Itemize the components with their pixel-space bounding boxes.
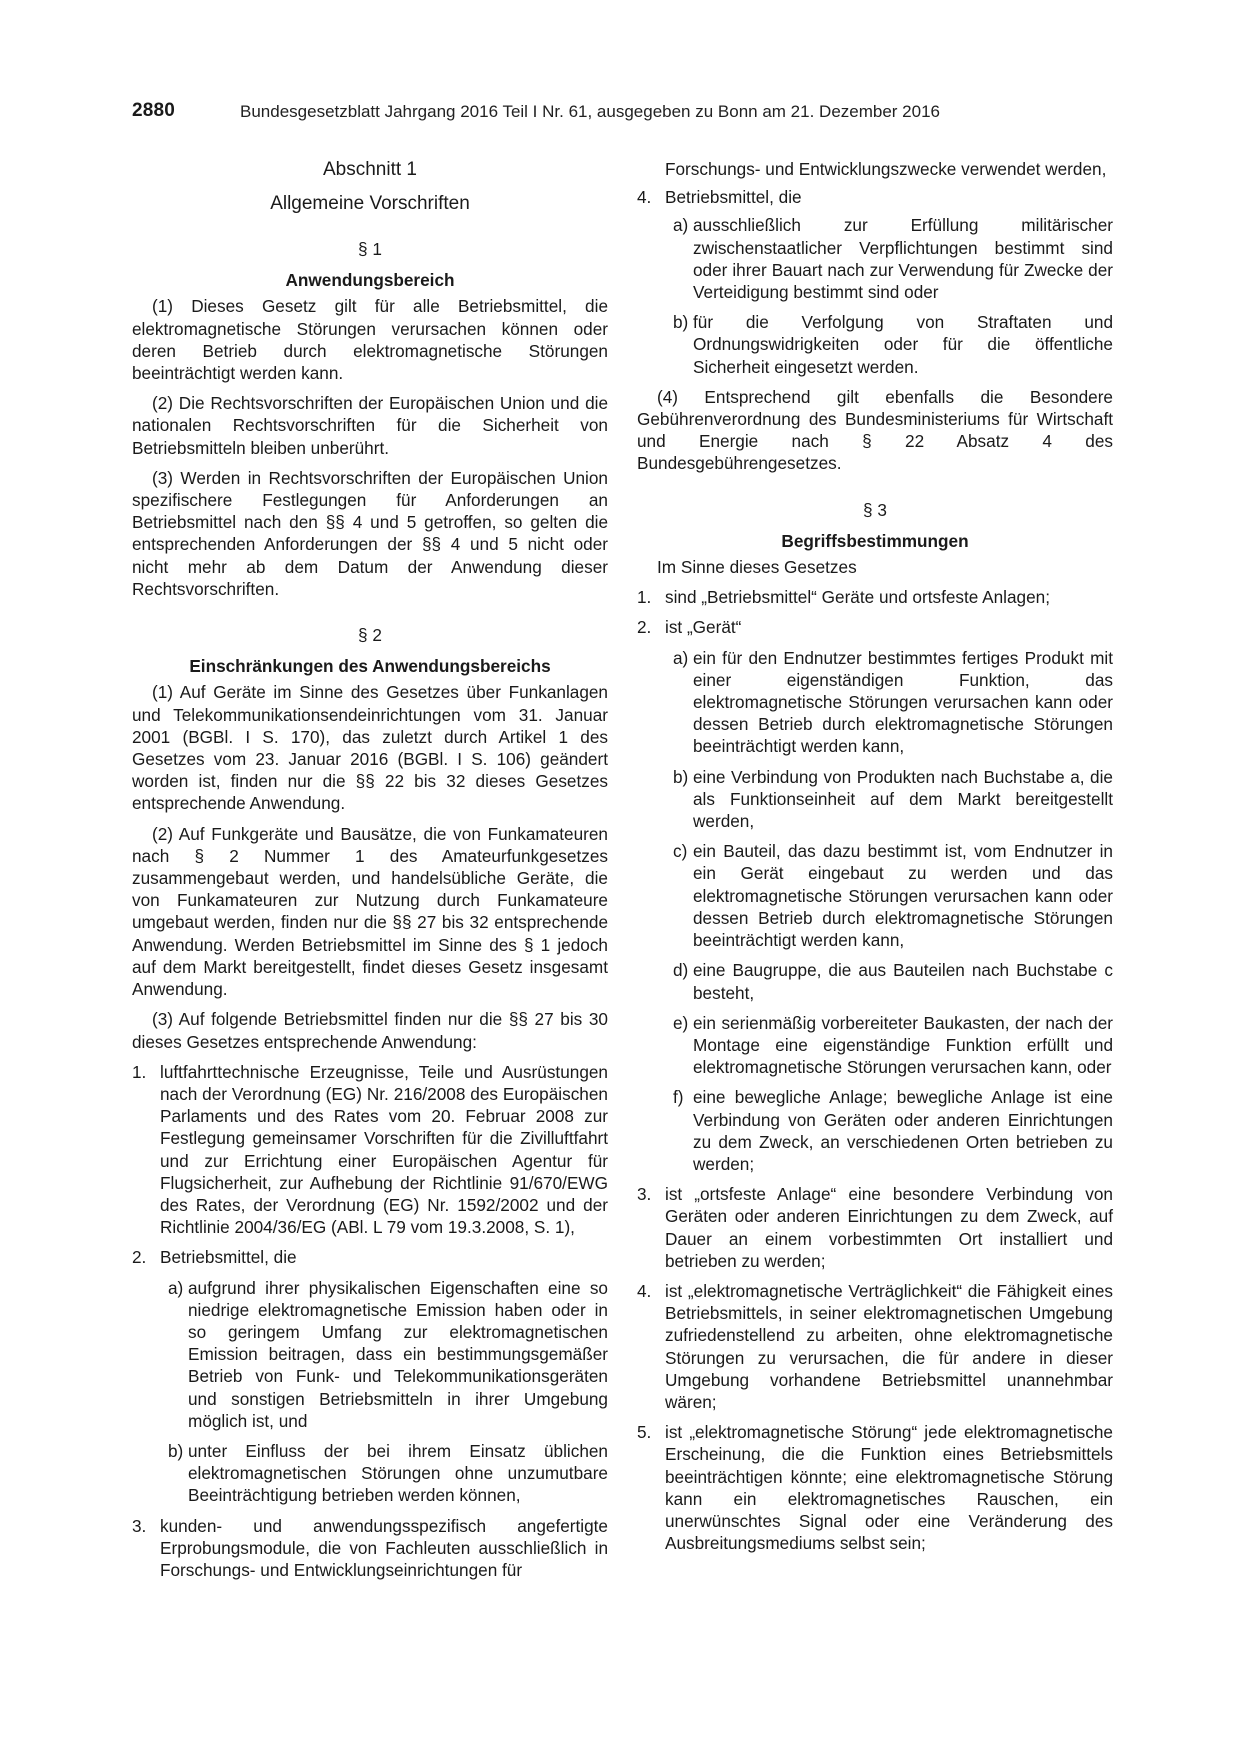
list-number: 3. xyxy=(637,1184,652,1205)
left-column xyxy=(132,158,608,1581)
list-number: 4. xyxy=(637,187,652,208)
sub-list-letter: f) xyxy=(673,1087,684,1108)
sub-list-item xyxy=(160,1440,608,1507)
section-1-paragraph-2: (2) Die Rechtsvorschriften der Europäischen Union und die nationalen Rechtsvorschriften für die Sicherheit von Betriebsmitteln bleiben unberührt. xyxy=(132,393,608,458)
sub-list-text: eine bewegliche Anlage; bewegliche Anlage ist eine Verbindung von Geräten oder anderen Einrichtungen zu dem Zweck, an verschiedenen Orten betrieben zu werden; xyxy=(693,1087,1113,1174)
list-text: kunden- und anwendungsspezifisch angefertigte Erprobungsmodule, die von Fachleuten ausschließlich in Forschungs- und Entwicklungseinrichtungen für xyxy=(160,1515,608,1580)
right-column xyxy=(637,158,1113,1554)
sub-list-letter: c) xyxy=(673,841,688,862)
sub-list-item xyxy=(665,766,1113,833)
list-number: 1. xyxy=(132,1061,147,1082)
list-text: Betriebsmittel, die xyxy=(665,187,802,208)
list-text: ist „Gerät“ xyxy=(665,617,742,638)
list-text: ist „elektromagnetische Verträglichkeit“ die Fähigkeit eines Betriebsmittels, in seiner elektromagnetischen Umgebung zufriedenstellend zu arbeiten, ohne elektromagnetische Störungen zu verursachen, die für andere in dieser Umgebung vorhandene Betriebsmittel unannehmbar wären; xyxy=(665,1280,1113,1412)
sub-list-item xyxy=(665,959,1113,1003)
sub-list-text: aufgrund ihrer physikalischen Eigenschaften eine so niedrige elektromagnetische Emission haben oder in so geringem Umfang zur elektromagnetischen Emission beitragen, dass ein bestimmungsgemäßer Betrieb von Funk- und Telekommunikationsgeräten und sonstigen Betriebsmitteln in ihrer Umgebung möglich ist, und xyxy=(188,1277,608,1431)
sub-list-letter: e) xyxy=(673,1012,689,1033)
sub-list-text: ausschließlich zur Erfüllung militärischer zwischenstaatlicher Verpflichtungen bestimmt sind oder ihrer Bauart nach zur Verwendung für Zwecke der Verteidigung bestimmt sind oder xyxy=(693,215,1113,303)
list-number: 5. xyxy=(637,1422,652,1443)
section-3-sign: § 3 xyxy=(863,499,887,520)
section-2-heading: Einschränkungen des Anwendungsbereichs xyxy=(189,656,551,677)
list-text: Betriebsmittel, die xyxy=(160,1247,297,1268)
abschnitt-label: Abschnitt 1 xyxy=(323,159,417,180)
sub-list-text: ein serienmäßig vorbereiteter Baukasten, der nach der Montage eine eigenständige Funktion erfüllt und elektromagnetische Störungen verursachen kann, oder xyxy=(693,1012,1113,1078)
sub-list-item xyxy=(160,1277,608,1432)
section-3-intro: Im Sinne dieses Gesetzes xyxy=(657,557,857,578)
list-number: 2. xyxy=(132,1247,147,1268)
list-item xyxy=(637,1421,1113,1554)
sub-list-text: unter Einfluss der bei ihrem Einsatz üblichen elektromagnetischen Störungen ohne unzumutbare Beeinträchtigung betrieben werden können, xyxy=(188,1440,608,1506)
sub-list-text: eine Baugruppe, die aus Bauteilen nach Buchstabe c besteht, xyxy=(693,960,1113,1003)
section-1-paragraph-3: (3) Werden in Rechtsvorschriften der Europäischen Union spezifischere Festlegungen für Anforderungen an Betriebsmittel nach den §§ 4 und 5 getroffen, so gelten die entsprechenden Anforderungen der §§ 4 und 5 nicht oder nicht mehr ab dem Datum der Anwendung dieser Rechtsvorschriften. xyxy=(132,467,608,599)
sub-list-text: ein für den Endnutzer bestimmtes fertiges Produkt mit einer eigenständigen Funktion, das elektromagnetische Störungen verursachen kann oder dessen Betrieb durch elektromagnetische Störungen beeinträchtigt werden kann, xyxy=(693,647,1113,757)
sub-list-item xyxy=(665,840,1113,951)
running-header: Bundesgesetzblatt Jahrgang 2016 Teil I Nr. 61, ausgegeben zu Bonn am 21. Dezember 2016 xyxy=(240,102,940,121)
section-2-paragraph-2: (2) Auf Funkgeräte und Bausätze, die von Funkamateuren nach § 2 Nummer 1 des Amateurfunkgesetzes zusammengebaut werden, und handelsübliche Geräte, die von Funkamateuren zur Nutzung durch Funkamateure umgebaut werden, finden nur die §§ 27 bis 32 entsprechende Anwendung. Werden Betriebsmittel im Sinne des § 1 jedoch auf dem Markt bereitgestellt, findet dieses Gesetz insgesamt Anwendung. xyxy=(132,823,608,1000)
list-item xyxy=(132,1246,608,1268)
sub-list-item xyxy=(665,1086,1113,1175)
sub-list-text: eine Verbindung von Produkten nach Buchstabe a, die als Funktionseinheit auf dem Markt bereitgestellt werden, xyxy=(693,766,1113,832)
sub-list-letter: d) xyxy=(673,960,689,981)
list-item xyxy=(637,1183,1113,1272)
sub-list-item xyxy=(665,214,1113,303)
section-3-heading: Begriffsbestimmungen xyxy=(781,530,969,551)
list-number: 1. xyxy=(637,587,652,608)
sub-list-letter: a) xyxy=(168,1277,184,1298)
list-item xyxy=(637,616,1113,638)
list-item xyxy=(637,186,1113,208)
list-item xyxy=(132,1515,608,1582)
list-text: ist „ortsfeste Anlage“ eine besondere Verbindung von Geräten oder anderen Einrichtungen zu dem Zweck, auf Dauer an einem vorbestimmten Ort installiert und betrieben zu werden; xyxy=(665,1184,1113,1271)
sub-list-letter: b) xyxy=(168,1440,184,1461)
sub-list-item xyxy=(665,1012,1113,1079)
section-1-heading: Anwendungsbereich xyxy=(285,270,455,291)
list-item xyxy=(637,1280,1113,1413)
section-2-paragraph-3: (3) Auf folgende Betriebsmittel finden nur die §§ 27 bis 30 dieses Gesetzes entsprechende Anwendung: xyxy=(132,1009,608,1052)
sub-list-text: ein Bauteil, das dazu bestimmt ist, vom Endnutzer in ein Gerät eingebaut zu werden und das elektromagnetische Störungen verursachen kann oder dessen Betrieb durch elektromagnetische Störungen beeinträchtigt werden kann, xyxy=(693,841,1113,951)
list-text: sind „Betriebsmittel“ Geräte und ortsfeste Anlagen; xyxy=(665,587,1051,608)
list-text: ist „elektromagnetische Störung“ jede elektromagnetische Erscheinung, die die Funktion eines Betriebsmittels beeinträchtigen könnte; eine elektromagnetische Störung kann ein elektromagnetisches Rauschen, ein unerwünschtes Signal oder eine Veränderung des Ausbreitungsmediums selbst sein; xyxy=(665,1422,1113,1554)
section-2-paragraph-4: (4) Entsprechend gilt ebenfalls die Besondere Gebührenverordnung des Bundesministeriums für Wirtschaft und Energie nach § 22 Absatz 4 des Bundesgebührengesetzes. xyxy=(637,386,1113,474)
list-number: 3. xyxy=(132,1515,147,1536)
list-number: 4. xyxy=(637,1280,652,1301)
list-item-continuation: Forschungs- und Entwicklungszwecke verwendet werden, xyxy=(665,159,1107,179)
section-1-paragraph-1: (1) Dieses Gesetz gilt für alle Betriebsmittel, die elektromagnetische Störungen verursachen können oder deren Betrieb durch elektromagnetische Störungen beeinträchtigt werden kann. xyxy=(132,296,608,384)
sub-list-letter: a) xyxy=(673,215,689,236)
section-2-paragraph-1: (1) Auf Geräte im Sinne des Gesetzes über Funkanlagen und Telekommunikationsendeinrichtungen vom 31. Januar 2001 (BGBl. I S. 170), das zuletzt durch Artikel 1 des Gesetzes vom 23. Januar 2016 (BGBl. I S. 106) geändert worden ist, finden nur die §§ 22 bis 32 dieses Gesetzes entsprechende Anwendung. xyxy=(132,682,608,814)
sub-list-letter: b) xyxy=(673,312,689,333)
sub-list-item xyxy=(665,647,1113,758)
sub-list-letter: a) xyxy=(673,647,689,668)
list-number: 2. xyxy=(637,617,652,638)
section-1-sign: § 1 xyxy=(358,239,382,259)
abschnitt-title: Allgemeine Vorschriften xyxy=(270,193,470,214)
section-2-sign: § 2 xyxy=(358,625,382,646)
list-item xyxy=(637,586,1113,608)
page-number: 2880 xyxy=(132,100,176,121)
sub-list-text: für die Verfolgung von Straftaten und Ordnungswidrigkeiten oder für die öffentliche Sicherheit eingesetzt werden. xyxy=(693,312,1113,377)
sub-list-letter: b) xyxy=(673,766,689,787)
sub-list-item xyxy=(665,311,1113,378)
list-item xyxy=(132,1061,608,1239)
list-text: luftfahrttechnische Erzeugnisse, Teile und Ausrüstungen nach der Verordnung (EG) Nr. 216/2008 des Europäischen Parlaments und des Rates vom 20. Februar 2008 zur Festlegung gemeinsamer Vorschriften für die Zivilluftfahrt und zur Errichtung einer Europäischen Agentur für Flugsicherheit, zur Aufhebung der Richtlinie 91/670/EWG des Rates, der Verordnung (EG) Nr. 1592/2002 und der Richtlinie 2004/36/EG (ABl. L 79 vom 19.3.2008, S. 1), xyxy=(160,1061,608,1238)
